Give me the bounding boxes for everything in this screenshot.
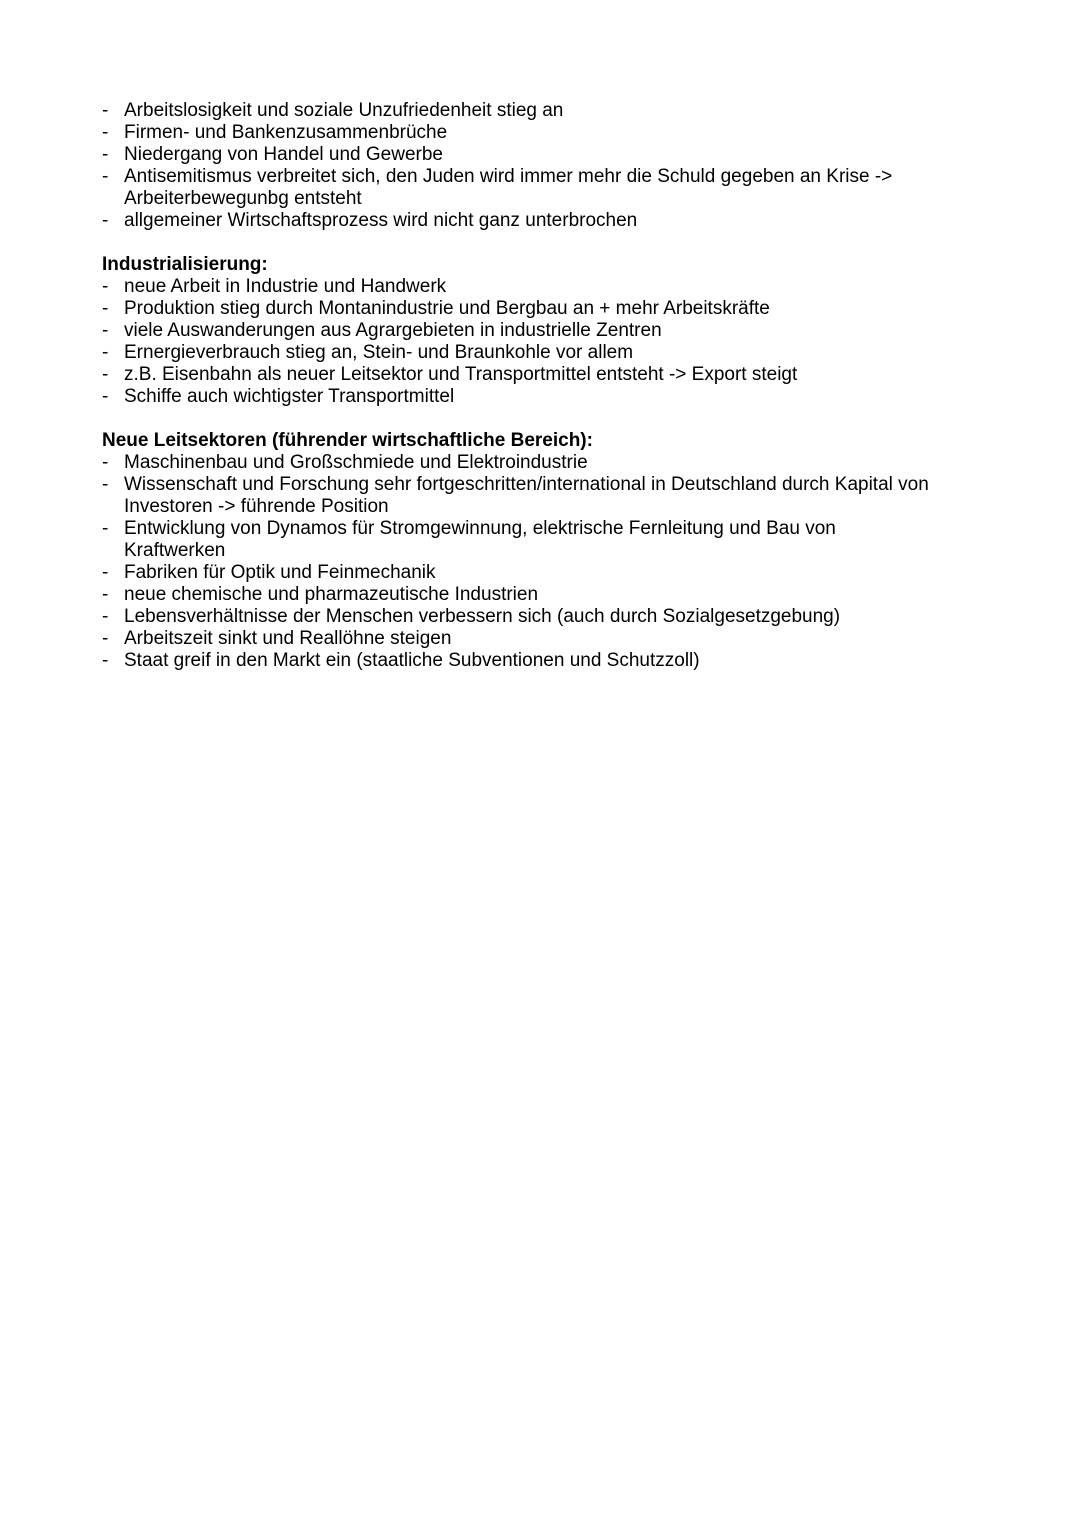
list-item: - Arbeitszeit sinkt und Reallöhne steigen	[102, 628, 452, 649]
list-item: - neue Arbeit in Industrie und Handwerk	[102, 276, 447, 297]
list-item: - Ernergieverbrauch stieg an, Stein- und Braunkohle vor allem	[102, 342, 634, 363]
list-item: - Staat greif in den Markt ein (staatliche Subventionen und Schutzzoll)	[102, 650, 700, 671]
bullet-dash: -	[102, 122, 109, 143]
list-item: - Wissenschaft und Forschung sehr fortgeschritten/international in Deutschland durch Kapital von Investoren -> führende Position	[102, 474, 929, 517]
section-crisis-effects	[102, 100, 1002, 232]
list-item: - Schiffe auch wichtigster Transportmittel	[102, 386, 455, 407]
list-item: - Niedergang von Handel und Gewerbe	[102, 144, 443, 165]
bullet-dash: -	[102, 650, 109, 671]
bullet-dash: -	[102, 562, 109, 583]
list-item: - neue chemische und pharmazeutische Industrien	[102, 584, 539, 605]
document-page	[102, 100, 1002, 694]
bullet-dash: -	[102, 386, 109, 407]
list-item: - Arbeitslosigkeit und soziale Unzufriedenheit stieg an	[102, 100, 564, 121]
bullet-dash: -	[102, 320, 109, 341]
bullet-list	[102, 276, 1002, 408]
bullet-list	[102, 452, 1002, 672]
list-item: - Maschinenbau und Großschmiede und Elektroindustrie	[102, 452, 588, 473]
list-item: - allgemeiner Wirtschaftsprozess wird nicht ganz unterbrochen	[102, 210, 638, 231]
bullet-dash: -	[102, 518, 109, 539]
list-item: - Firmen- und Bankenzusammenbrüche	[102, 122, 448, 143]
list-item: - z.B. Eisenbahn als neuer Leitsektor und Transportmittel entsteht -> Export steigt	[102, 364, 798, 385]
bullet-dash: -	[102, 144, 109, 165]
section-heading: Neue Leitsektoren (führender wirtschaftliche Bereich):	[102, 430, 593, 451]
list-item: - Antisemitismus verbreitet sich, den Juden wird immer mehr die Schuld gegeben an Krise -> Arbeiterbewegunbg entsteht	[102, 166, 893, 209]
bullet-dash: -	[102, 342, 109, 363]
bullet-list	[102, 100, 1002, 232]
list-item: - Produktion stieg durch Montanindustrie und Bergbau an + mehr Arbeitskräfte	[102, 298, 770, 319]
bullet-dash: -	[102, 100, 109, 121]
bullet-dash: -	[102, 298, 109, 319]
bullet-dash: -	[102, 452, 109, 473]
bullet-dash: -	[102, 606, 109, 627]
list-item: - Lebensverhältnisse der Menschen verbessern sich (auch durch Sozialgesetzgebung)	[102, 606, 841, 627]
section-neue-leitsektoren	[102, 430, 1002, 672]
list-item: - Entwicklung von Dynamos für Stromgewinnung, elektrische Fernleitung und Bau von Kraftwerken	[102, 518, 836, 561]
bullet-dash: -	[102, 584, 109, 605]
bullet-dash: -	[102, 210, 109, 231]
bullet-dash: -	[102, 628, 109, 649]
list-item: - viele Auswanderungen aus Agrargebieten in industrielle Zentren	[102, 320, 662, 341]
bullet-dash: -	[102, 166, 109, 187]
bullet-dash: -	[102, 364, 109, 385]
section-heading: Industrialisierung:	[102, 254, 268, 275]
list-item: - Fabriken für Optik und Feinmechanik	[102, 562, 436, 583]
bullet-dash: -	[102, 276, 109, 297]
section-industrialisierung	[102, 254, 1002, 408]
bullet-dash: -	[102, 474, 109, 495]
